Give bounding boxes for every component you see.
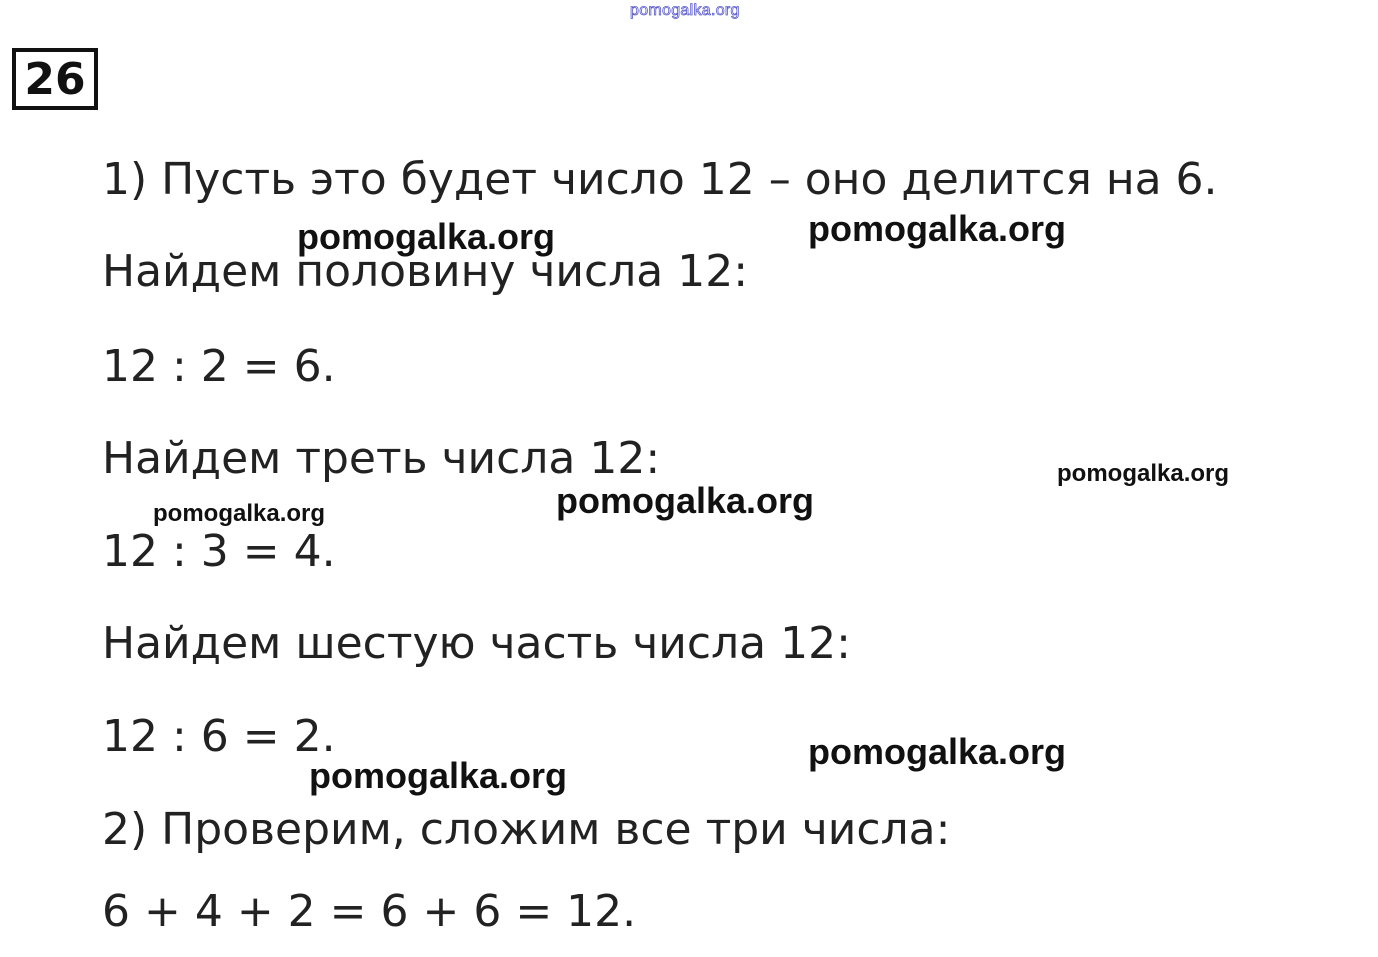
solution-line-4: Найдем треть числа 12: <box>102 433 661 484</box>
task-number-box <box>12 48 98 110</box>
watermark: pomogalka.org <box>808 208 1067 249</box>
solution-line-3: 12 : 2 = 6. <box>102 341 336 392</box>
task-number: 26 <box>24 53 86 105</box>
watermark: pomogalka.org <box>1057 460 1230 487</box>
solution-line-2: Найдем половину числа 12: <box>102 246 749 297</box>
solution-line-7: 12 : 6 = 2. <box>102 711 336 762</box>
watermark: pomogalka.org <box>309 755 568 796</box>
solution-line-6: Найдем шестую часть числа 12: <box>102 618 851 669</box>
solution-line-1: 1) Пусть это будет число 12 – оно делится на 6. <box>102 154 1218 205</box>
watermark: pomogalka.org <box>297 216 556 257</box>
top-watermark: pomogalka.org <box>630 2 740 19</box>
solution-line-9: 6 + 4 + 2 = 6 + 6 = 12. <box>102 886 637 937</box>
watermark: pomogalka.org <box>556 480 815 521</box>
watermark: pomogalka.org <box>153 500 326 527</box>
solution-line-5: 12 : 3 = 4. <box>102 526 336 577</box>
watermark: pomogalka.org <box>808 731 1067 772</box>
solution-line-8: 2) Проверим, сложим все три числа: <box>102 804 951 855</box>
